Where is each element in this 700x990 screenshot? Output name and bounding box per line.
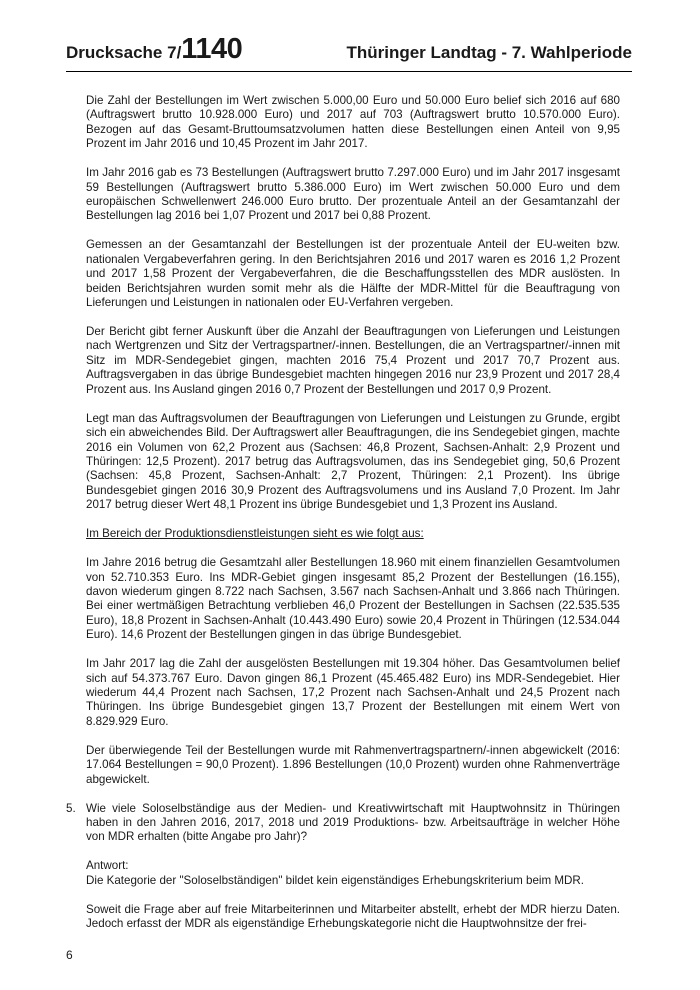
page-number: 6 [66, 948, 73, 962]
answer-label: Antwort: [86, 859, 129, 873]
document-label: Drucksache 7/ [66, 43, 182, 62]
answer-block [86, 859, 620, 888]
question-item [66, 801, 620, 845]
answer-text: Die Kategorie der "Soloselbständigen" bildet kein eigenständiges Erhebungskriterium beim MDR. [86, 873, 585, 887]
paragraph: Im Jahr 2016 gab es 73 Bestellungen (Auftragswert brutto 7.297.000 Euro) und im Jahr 2017 insgesamt 59 Bestellungen (Auftragswert brutto 5.386.000 Euro) im Wert zwischen 50.000 Euro und dem europäischen Schwellenwert 246.000 Euro brutto. Der prozentuale Anteil an der Gesamtanzahl der Bestellungen lag 2016 bei 1,07 Prozent und 2017 bei 0,88 Prozent. [86, 166, 620, 223]
document-body [66, 94, 620, 946]
paragraph: Im Jahre 2016 betrug die Gesamtzahl aller Bestellungen 18.960 mit einem finanziellen Gesamtvolumen von 52.710.353 Euro. Ins MDR-Gebiet gingen insgesamt 85,2 Prozent der Bestellungen (16.155), davon wiederum gingen 8.722 nach Sachsen, 3.567 nach Sachsen-Anhalt und 3.866 nach Thüringen. Bei einer wertmäßigen Betrachtung verblieben 46,0 Prozent der Bestellungen in Sachsen (22.535.535 Euro), 18,8 Prozent in Sachsen-Anhalt (10.443.490 Euro) sowie 20,4 Prozent in Thüringen (12.534.044 Euro). 14,6 Prozent der Bestellungen gingen in das übrige Bundesgebiet. [86, 556, 620, 642]
document-number-value: 1140 [181, 33, 243, 65]
section-heading: Im Bereich der Produktionsdienstleistungen sieht es wie folgt aus: [86, 527, 424, 541]
paragraph: Die Zahl der Bestellungen im Wert zwischen 5.000,00 Euro und 50.000 Euro belief sich 2016 auf 680 (Auftragswert brutto 10.928.000 Euro) und 2017 auf 703 (Auftragswert brutto 10.570.000 Euro). Bezogen auf das Gesamt-Bruttoumsatzvolumen hatten diese Bestellungen einen Anteil von 9,95 Prozent im Jahr 2016 und 10,45 Prozent im Jahr 2017. [86, 94, 620, 151]
paragraph: Im Jahr 2017 lag die Zahl der ausgelösten Bestellungen mit 19.304 höher. Das Gesamtvolumen belief sich auf 54.373.767 Euro. Davon gingen 86,1 Prozent (45.465.482 Euro) ins MDR-Sendegebiet. Hier wiederum 44,4 Prozent nach Sachsen, 17,2 Prozent nach Sachsen-Anhalt und 24,5 Prozent nach Thüringen. Ins übrige Bundesgebiet gingen 13,7 Prozent der Bestellungen mit einem Wert von 8.829.929 Euro. [86, 657, 620, 728]
paragraph: Gemessen an der Gesamtanzahl der Bestellungen ist der prozentuale Anteil der EU-weiten bzw. nationalen Vergabeverfahren gering. In den Berichtsjahren 2016 und 2017 waren es 2016 1,2 Prozent und 2017 1,58 Prozent der Vergabeverfahren, die die Beschaffungsstellen des MDR auslösten. In beiden Berichtsjahren wurden somit mehr als die Hälfte der MDR-Mittel für die Beauftragung von Lieferungen und Leistungen in nationalen oder EU-Verfahren vergeben. [86, 238, 620, 310]
parliament-title: Thüringer Landtag - 7. Wahlperiode [346, 43, 632, 62]
question-number: 5. [66, 801, 76, 815]
paragraph: Der Bericht gibt ferner Auskunft über die Anzahl der Beauftragungen von Lieferungen und Leistungen nach Wertgrenzen und Sitz der Vertragspartner/-innen. Bestellungen, die an Vertragspartner/-innen mit Sitz im MDR-Sendegebiet gingen, machten 2016 75,4 Prozent und 2017 70,7 Prozent aus. Auftragsvergaben in das übrige Bundesgebiet machten hingegen 2016 nur 23,9 Prozent und 2017 28,4 Prozent aus. Ins Ausland gingen 2016 0,7 Prozent der Bestellungen und 2017 0,9 Prozent. [86, 325, 620, 396]
question-text: Wie viele Soloselbständige aus der Medien- und Kreativwirtschaft mit Hauptwohnsitz in Thüringen haben in den Jahren 2016, 2017, 2018 und 2019 Produktions- bzw. Arbeitsaufträge in welcher Höhe von MDR erhalten (bitte Angabe pro Jahr)? [86, 801, 620, 844]
paragraph: Der überwiegende Teil der Bestellungen wurde mit Rahmenvertragspartnern/-innen abgewickelt (2016: 17.064 Bestellungen = 90,0 Prozent). 1.896 Bestellungen (10,0 Prozent) wurden ohne Rahmenverträge abgewickelt. [86, 743, 620, 786]
header-divider [66, 71, 632, 72]
document-number [66, 33, 242, 66]
page-header [66, 34, 632, 70]
paragraph: Legt man das Auftragsvolumen der Beauftragungen von Lieferungen und Leistungen zu Grunde, ergibt sich ein abweichendes Bild. Der Auftragswert aller Beauftragungen, die ins Sendegebiet gingen, machte 2016 ein Volumen von 62,2 Prozent aus (Sachsen: 46,8 Prozent, Sachsen-Anhalt: 2,9 Prozent und Thüringen: 12,5 Prozent). 2017 betrug das Auftragsvolumen, das ins Sendegebiet ging, 50,6 Prozent (Sachsen: 45,8 Prozent, Sachsen-Anhalt: 2,7 Prozent, Thüringen: 2,1 Prozent). Ins übrige Bundesgebiet gingen 2016 30,9 Prozent des Auftragsvolumens und ins Ausland 7,0 Prozent. Im Jahr 2017 betrug dieser Wert 48,1 Prozent ins übrige Bundesgebiet und 1,3 Prozent ins Ausland. [86, 411, 620, 512]
paragraph: Soweit die Frage aber auf freie Mitarbeiterinnen und Mitarbeiter abstellt, erhebt der MDR hierzu Daten. Jedoch erfasst der MDR als eigenständige Erhebungskategorie nicht die Hauptwohnsitze der frei- [86, 902, 620, 931]
